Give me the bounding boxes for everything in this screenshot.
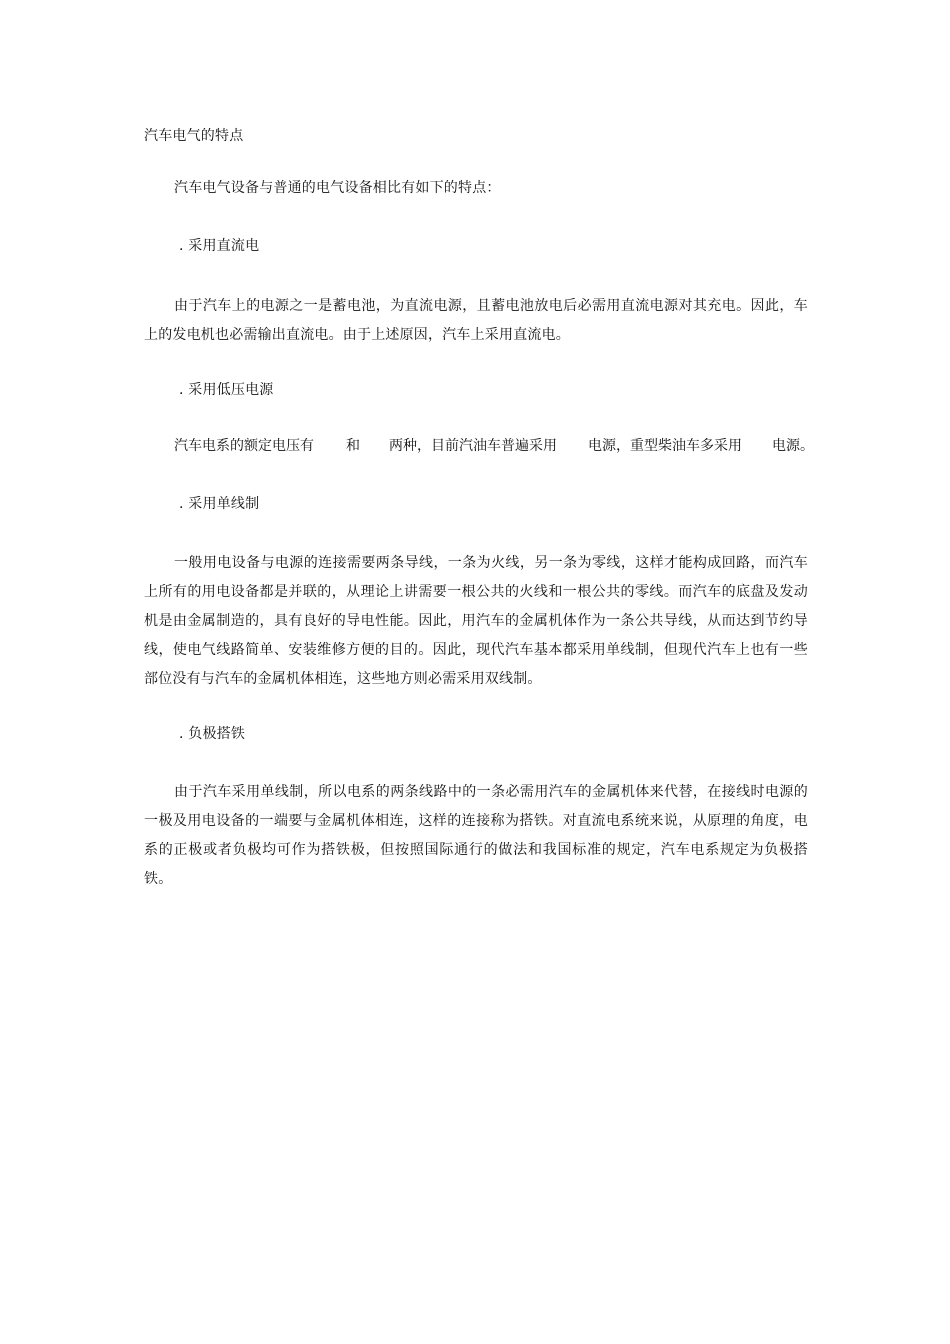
- section-body-single-wire: 一般用电设备与电源的连接需要两条导线，一条为火线，另一条为零线，这样才能构成回路，而汽车上所有的用电设备都是并联的，从理论上讲需要一根公共的火线和一根公共的零线。而汽车的底盘及发动机是由金属制造的，具有良好的导电性能。因此，用汽车的金属机体作为一条公共导线，从而达到节约导线，使电气线路简单、安装维修方便的目的。因此，现代汽车基本都采用单线制，但现代汽车上也有一些部位没有与汽车的金属机体相连，这些地方则必需采用双线制。: [144, 555, 808, 687]
- section-heading-single-wire: . 采用单线制: [179, 496, 260, 512]
- section-heading-negative-ground: . 负极搭铁: [179, 726, 246, 742]
- section-body-negative-ground: 由于汽车采用单线制，所以电系的两条线路中的一条必需用汽车的金属机体来代替，在接线时电源的一极及用电设备的一端要与金属机体相连，这样的连接称为搭铁。对直流电系统来说，从原理的角度，电系的正极或者负极均可作为搭铁极，但按照国际通行的做法和我国标准的规定，汽车电系规定为负极搭铁。: [144, 784, 808, 887]
- section-body-dc: 由于汽车上的电源之一是蓄电池，为直流电源，且蓄电池放电后必需用直流电源对其充电。因此，车上的发电机也必需输出直流电。由于上述原因，汽车上采用直流电。: [144, 298, 808, 343]
- intro-paragraph: 汽车电气设备与普通的电气设备相比有如下的特点：: [174, 180, 501, 196]
- voltage-text-part-5: 电源。: [772, 438, 814, 454]
- document-title: 汽车电气的特点: [144, 128, 244, 144]
- voltage-text-part-2: 和: [346, 438, 360, 454]
- section-heading-low-voltage: . 采用低压电源: [179, 382, 274, 398]
- voltage-text-part-3: 两种，目前汽油车普遍采用: [389, 438, 557, 454]
- voltage-text-part-1: 汽车电系的额定电压有: [174, 438, 314, 454]
- section-heading-dc: . 采用直流电: [179, 238, 260, 254]
- voltage-text-part-4: 电源，重型柴油车多采用: [588, 438, 742, 454]
